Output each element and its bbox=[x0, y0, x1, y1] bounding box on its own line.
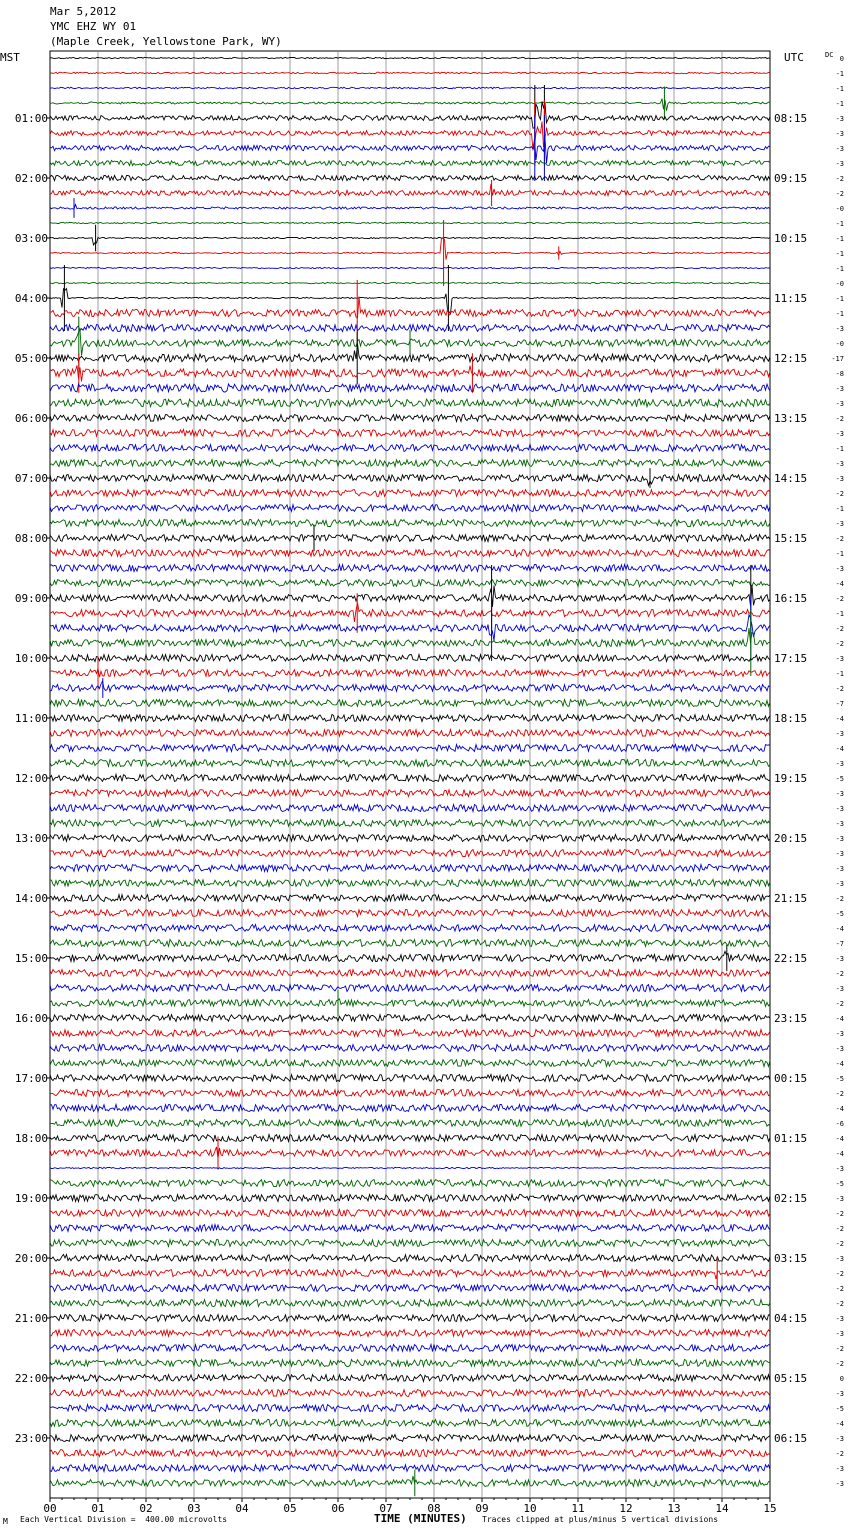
x-tick-label: 01 bbox=[91, 1502, 105, 1515]
mst-hour-label: 10:00 bbox=[14, 652, 48, 665]
utc-hour-label: 08:15 bbox=[774, 112, 808, 125]
utc-hour-label: 06:15 bbox=[774, 1432, 808, 1445]
mst-hour-label: 06:00 bbox=[14, 412, 48, 425]
mst-hour-label: 16:00 bbox=[14, 1012, 48, 1025]
dc-offset-label: -3 bbox=[835, 1330, 844, 1338]
seismic-trace bbox=[50, 681, 770, 691]
seismic-trace bbox=[50, 1300, 770, 1307]
x-axis-title: TIME (MINUTES) bbox=[374, 1512, 467, 1525]
mst-hour-label: 05:00 bbox=[14, 352, 48, 365]
mst-hour-label: 18:00 bbox=[14, 1132, 48, 1145]
logo-mark: M bbox=[3, 1517, 8, 1526]
dc-offset-label: -3 bbox=[835, 955, 844, 963]
dc-offset-label: -3 bbox=[835, 325, 844, 333]
dc-offset-label: -3 bbox=[835, 985, 844, 993]
x-tick-label: 05 bbox=[283, 1502, 297, 1515]
dc-offset-label: -3 bbox=[835, 760, 844, 768]
seismic-trace bbox=[50, 1147, 770, 1159]
mst-hour-label: 20:00 bbox=[14, 1252, 48, 1265]
x-tick-label: 13 bbox=[667, 1502, 681, 1515]
seismic-trace bbox=[50, 505, 770, 512]
seismic-trace bbox=[50, 72, 770, 74]
seismic-trace bbox=[50, 1476, 770, 1486]
mst-hour-label: 09:00 bbox=[14, 592, 48, 605]
seismic-trace bbox=[50, 282, 770, 283]
seismic-trace bbox=[50, 475, 770, 486]
seismic-trace bbox=[50, 615, 770, 641]
dc-offset-label: -3 bbox=[835, 1435, 844, 1443]
utc-hour-label: 20:15 bbox=[774, 832, 808, 845]
seismic-trace bbox=[50, 1120, 770, 1127]
dc-offset-label: -4 bbox=[835, 745, 844, 753]
seismic-trace bbox=[50, 628, 770, 646]
mst-hour-label: 13:00 bbox=[14, 832, 48, 845]
dc-offset-label: -3 bbox=[835, 730, 844, 738]
dc-offset-label: -5 bbox=[835, 1180, 844, 1188]
seismic-trace bbox=[50, 102, 770, 129]
seismic-trace bbox=[50, 205, 770, 210]
dc-offset-label: -1 bbox=[835, 295, 844, 303]
x-tick-label: 02 bbox=[139, 1502, 153, 1515]
dc-offset-label: -5 bbox=[835, 1075, 844, 1083]
date-label: Mar 5,2012 bbox=[50, 5, 117, 18]
seismic-trace bbox=[50, 87, 770, 89]
x-tick-label: 03 bbox=[187, 1502, 201, 1515]
dc-offset-label: -3 bbox=[835, 460, 844, 468]
dc-offset-label: -3 bbox=[835, 790, 844, 798]
seismic-trace bbox=[50, 1435, 770, 1442]
mst-axis-label: MST bbox=[0, 51, 20, 64]
mst-hour-label: 19:00 bbox=[14, 1192, 48, 1205]
mst-hour-label: 17:00 bbox=[14, 1072, 48, 1085]
dc-offset-label: -0 bbox=[835, 340, 844, 348]
dc-offset-label: -4 bbox=[835, 1015, 844, 1023]
seismic-trace bbox=[50, 970, 770, 977]
dc-offset-label: -1 bbox=[835, 100, 844, 108]
seismic-trace bbox=[50, 184, 770, 196]
dc-offset-label: -1 bbox=[835, 85, 844, 93]
dc-offset-label: -1 bbox=[835, 610, 844, 618]
utc-hour-label: 09:15 bbox=[774, 172, 808, 185]
seismic-trace bbox=[50, 138, 770, 164]
seismic-trace bbox=[50, 122, 770, 150]
seismic-trace bbox=[50, 415, 770, 422]
dc-offset-label: -1 bbox=[835, 265, 844, 273]
x-tick-label: 04 bbox=[235, 1502, 249, 1515]
dc-offset-label: -7 bbox=[835, 700, 844, 708]
seismic-trace bbox=[50, 940, 770, 947]
dc-offset-label: -2 bbox=[835, 625, 844, 633]
seismic-trace bbox=[50, 267, 770, 268]
dc-offset-label: -2 bbox=[835, 1300, 844, 1308]
dc-offset-label: -2 bbox=[835, 895, 844, 903]
dc-offset-label: -3 bbox=[835, 805, 844, 813]
dc-offset-label: -3 bbox=[835, 1030, 844, 1038]
seismic-trace bbox=[50, 805, 770, 812]
utc-hour-label: 04:15 bbox=[774, 1312, 808, 1325]
seismic-trace bbox=[50, 160, 770, 165]
utc-hour-label: 00:15 bbox=[774, 1072, 808, 1085]
seismic-trace bbox=[50, 1180, 770, 1187]
seismic-trace bbox=[50, 1450, 770, 1457]
scale-note: Each Vertical Division = 400.00 microvolts bbox=[20, 1515, 228, 1524]
dc-offset-label: -2 bbox=[835, 490, 844, 498]
x-tick-label: 11 bbox=[571, 1502, 585, 1515]
utc-hour-label: 05:15 bbox=[774, 1372, 808, 1385]
dc-offset-label: -2 bbox=[835, 1240, 844, 1248]
mst-hour-label: 12:00 bbox=[14, 772, 48, 785]
seismic-trace bbox=[50, 999, 770, 1007]
seismic-trace bbox=[50, 668, 770, 677]
dc-offset-label: -3 bbox=[835, 835, 844, 843]
utc-hour-label: 19:15 bbox=[774, 772, 808, 785]
dc-offset-label: 0 bbox=[839, 55, 844, 63]
seismic-trace bbox=[50, 490, 770, 497]
seismic-trace bbox=[50, 603, 770, 622]
x-tick-label: 14 bbox=[715, 1502, 729, 1515]
dc-offset-label: -3 bbox=[835, 565, 844, 573]
seismic-trace bbox=[50, 820, 770, 827]
dc-offset-label: -3 bbox=[835, 1390, 844, 1398]
dc-offset-label: -4 bbox=[835, 580, 844, 588]
dc-offset-label: -4 bbox=[835, 1135, 844, 1143]
mst-hour-label: 15:00 bbox=[14, 952, 48, 965]
seismic-trace bbox=[50, 1060, 770, 1067]
seismic-trace bbox=[50, 1015, 770, 1022]
seismic-trace bbox=[50, 985, 770, 992]
seismic-trace bbox=[50, 1255, 770, 1262]
seismic-trace bbox=[50, 585, 770, 607]
dc-offset-label: -4 bbox=[835, 1420, 844, 1428]
seismic-trace bbox=[50, 237, 770, 245]
seismic-trace bbox=[50, 520, 770, 527]
utc-hour-label: 15:15 bbox=[774, 532, 808, 545]
dc-offset-label: -3 bbox=[835, 475, 844, 483]
utc-axis-label: UTC bbox=[784, 51, 804, 64]
dc-offset-label: -3 bbox=[835, 820, 844, 828]
seismic-trace bbox=[50, 365, 770, 381]
dc-offset-label: -0 bbox=[835, 280, 844, 288]
utc-hour-label: 18:15 bbox=[774, 712, 808, 725]
x-tick-label: 08 bbox=[427, 1502, 441, 1515]
utc-hour-label: 22:15 bbox=[774, 952, 808, 965]
dc-offset-label: -2 bbox=[835, 1360, 844, 1368]
dc-offset-label: -4 bbox=[835, 1060, 844, 1068]
dc-offset-label: -3 bbox=[835, 1480, 844, 1488]
seismic-trace bbox=[50, 1105, 770, 1112]
seismic-trace bbox=[50, 1270, 770, 1280]
seismic-trace bbox=[50, 835, 770, 842]
seismic-trace bbox=[50, 297, 770, 318]
mst-hour-label: 08:00 bbox=[14, 532, 48, 545]
dc-header-label: DC bbox=[825, 51, 834, 59]
seismic-trace bbox=[50, 745, 770, 752]
dc-offset-label: -3 bbox=[835, 130, 844, 138]
dc-offset-label: -3 bbox=[835, 880, 844, 888]
dc-offset-label: -2 bbox=[835, 685, 844, 693]
mst-hour-label: 21:00 bbox=[14, 1312, 48, 1325]
utc-hour-label: 21:15 bbox=[774, 892, 808, 905]
dc-offset-label: -1 bbox=[835, 550, 844, 558]
dc-offset-label: -2 bbox=[835, 1090, 844, 1098]
seismic-trace bbox=[50, 775, 770, 782]
seismic-trace bbox=[50, 951, 770, 961]
mst-hour-label: 22:00 bbox=[14, 1372, 48, 1385]
seismic-trace bbox=[50, 1210, 770, 1217]
seismic-trace bbox=[50, 730, 770, 737]
utc-hour-label: 10:15 bbox=[774, 232, 808, 245]
dc-offset-label: -3 bbox=[835, 385, 844, 393]
clip-note: Traces clipped at plus/minus 5 vertical divisions bbox=[482, 1515, 719, 1524]
seismic-trace bbox=[50, 1195, 770, 1202]
dc-offset-label: -3 bbox=[835, 655, 844, 663]
dc-offset-label: -3 bbox=[835, 520, 844, 528]
x-tick-label: 15 bbox=[763, 1502, 777, 1515]
seismic-trace bbox=[50, 1090, 770, 1097]
seismic-trace bbox=[50, 1420, 770, 1427]
dc-offset-label: -5 bbox=[835, 910, 844, 918]
seismic-trace bbox=[50, 460, 770, 467]
dc-offset-label: 0 bbox=[839, 1375, 844, 1383]
seismic-trace bbox=[50, 1075, 770, 1082]
x-tick-label: 00 bbox=[43, 1502, 57, 1515]
seismic-trace bbox=[50, 1465, 770, 1472]
dc-offset-label: -2 bbox=[835, 595, 844, 603]
seismic-trace bbox=[50, 1330, 770, 1337]
seismic-trace bbox=[50, 895, 770, 902]
seismic-trace bbox=[50, 565, 770, 572]
dc-offset-label: -2 bbox=[835, 190, 844, 198]
dc-offset-label: -2 bbox=[835, 415, 844, 423]
seismic-trace bbox=[50, 445, 770, 452]
seismic-trace bbox=[50, 1345, 770, 1352]
seismic-trace bbox=[50, 535, 770, 542]
seismic-trace bbox=[50, 550, 770, 557]
x-tick-label: 07 bbox=[379, 1502, 393, 1515]
seismic-trace bbox=[50, 384, 770, 392]
seismic-trace bbox=[50, 99, 770, 111]
seismic-trace bbox=[50, 1285, 770, 1292]
dc-offset-label: -3 bbox=[835, 1465, 844, 1473]
dc-offset-label: -7 bbox=[835, 940, 844, 948]
dc-offset-label: -3 bbox=[835, 865, 844, 873]
x-tick-label: 10 bbox=[523, 1502, 537, 1515]
mst-hour-label: 23:00 bbox=[14, 1432, 48, 1445]
dc-offset-label: -2 bbox=[835, 970, 844, 978]
seismic-trace bbox=[50, 910, 770, 917]
seismic-trace bbox=[50, 1360, 770, 1367]
seismic-trace bbox=[50, 430, 770, 437]
dc-offset-label: -0 bbox=[835, 205, 844, 213]
dc-offset-label: -1 bbox=[835, 505, 844, 513]
seismic-trace bbox=[50, 865, 770, 872]
seismic-trace bbox=[50, 399, 770, 407]
dc-offset-label: -8 bbox=[835, 370, 844, 378]
seismic-trace bbox=[50, 222, 770, 223]
dc-offset-label: -2 bbox=[835, 640, 844, 648]
dc-offset-label: -3 bbox=[835, 1165, 844, 1173]
seismic-trace bbox=[50, 1030, 770, 1037]
utc-hour-label: 12:15 bbox=[774, 352, 808, 365]
x-tick-label: 12 bbox=[619, 1502, 633, 1515]
dc-offset-label: -2 bbox=[835, 1270, 844, 1278]
dc-offset-label: -2 bbox=[835, 535, 844, 543]
utc-hour-label: 11:15 bbox=[774, 292, 808, 305]
dc-offset-label: -1 bbox=[835, 250, 844, 258]
utc-hour-label: 02:15 bbox=[774, 1192, 808, 1205]
dc-offset-label: -17 bbox=[831, 355, 844, 363]
dc-offset-label: -4 bbox=[835, 1105, 844, 1113]
dc-offset-label: -2 bbox=[835, 1225, 844, 1233]
seismic-trace bbox=[50, 715, 770, 722]
dc-offset-label: -3 bbox=[835, 850, 844, 858]
dc-offset-label: -3 bbox=[835, 145, 844, 153]
dc-offset-label: -3 bbox=[835, 430, 844, 438]
station-label: YMC EHZ WY 01 bbox=[50, 20, 137, 33]
dc-offset-label: -5 bbox=[835, 775, 844, 783]
utc-hour-label: 14:15 bbox=[774, 472, 808, 485]
seismic-trace bbox=[50, 57, 770, 58]
seismic-trace bbox=[50, 655, 770, 662]
seismic-trace bbox=[50, 880, 770, 887]
mst-hour-label: 01:00 bbox=[14, 112, 48, 125]
mst-hour-label: 07:00 bbox=[14, 472, 48, 485]
seismic-trace bbox=[50, 850, 770, 857]
mst-hour-label: 04:00 bbox=[14, 292, 48, 305]
dc-offset-label: -2 bbox=[835, 1345, 844, 1353]
dc-offset-label: -3 bbox=[835, 1255, 844, 1263]
seismic-trace bbox=[50, 1405, 770, 1412]
dc-offset-label: -1 bbox=[835, 445, 844, 453]
dc-offset-label: -2 bbox=[835, 1000, 844, 1008]
mst-hour-label: 02:00 bbox=[14, 172, 48, 185]
seismic-trace bbox=[50, 1167, 770, 1168]
seismic-trace bbox=[50, 760, 770, 767]
utc-hour-label: 23:15 bbox=[774, 1012, 808, 1025]
dc-offset-label: -3 bbox=[835, 1195, 844, 1203]
dc-offset-label: -3 bbox=[835, 160, 844, 168]
mst-hour-label: 03:00 bbox=[14, 232, 48, 245]
utc-hour-label: 13:15 bbox=[774, 412, 808, 425]
x-tick-label: 06 bbox=[331, 1502, 345, 1515]
seismic-trace bbox=[50, 1225, 770, 1232]
dc-offset-label: -1 bbox=[835, 220, 844, 228]
dc-offset-label: -2 bbox=[835, 1450, 844, 1458]
mst-hour-label: 14:00 bbox=[14, 892, 48, 905]
dc-offset-label: -4 bbox=[835, 925, 844, 933]
seismic-trace bbox=[50, 700, 770, 707]
location-label: (Maple Creek, Yellowstone Park, WY) bbox=[50, 35, 282, 48]
dc-offset-label: -3 bbox=[835, 1045, 844, 1053]
dc-offset-label: -1 bbox=[835, 310, 844, 318]
dc-offset-label: -4 bbox=[835, 715, 844, 723]
dc-offset-label: -1 bbox=[835, 235, 844, 243]
utc-hour-label: 03:15 bbox=[774, 1252, 808, 1265]
seismic-trace bbox=[50, 925, 770, 932]
seismic-trace bbox=[50, 1315, 770, 1322]
utc-hour-label: 16:15 bbox=[774, 592, 808, 605]
dc-offset-label: -1 bbox=[835, 670, 844, 678]
dc-offset-label: -2 bbox=[835, 1285, 844, 1293]
utc-hour-label: 17:15 bbox=[774, 652, 808, 665]
seismic-trace bbox=[50, 790, 770, 797]
dc-offset-label: -2 bbox=[835, 1210, 844, 1218]
seismic-trace bbox=[50, 1135, 770, 1142]
seismic-trace bbox=[50, 175, 770, 180]
dc-offset-label: -3 bbox=[835, 1315, 844, 1323]
x-tick-label: 09 bbox=[475, 1502, 489, 1515]
seismic-trace bbox=[50, 1045, 770, 1052]
seismic-trace bbox=[50, 1240, 770, 1247]
dc-offset-label: -2 bbox=[835, 175, 844, 183]
seismic-trace bbox=[50, 1375, 770, 1382]
dc-offset-label: -5 bbox=[835, 1405, 844, 1413]
seismic-trace bbox=[50, 238, 770, 260]
dc-offset-label: -4 bbox=[835, 1150, 844, 1158]
utc-hour-label: 01:15 bbox=[774, 1132, 808, 1145]
dc-offset-label: -6 bbox=[835, 1120, 844, 1128]
dc-offset-label: -1 bbox=[835, 70, 844, 78]
seismic-trace bbox=[50, 580, 770, 587]
dc-offset-label: -3 bbox=[835, 115, 844, 123]
dc-offset-label: -3 bbox=[835, 400, 844, 408]
seismic-trace bbox=[50, 1390, 770, 1397]
mst-hour-label: 11:00 bbox=[14, 712, 48, 725]
